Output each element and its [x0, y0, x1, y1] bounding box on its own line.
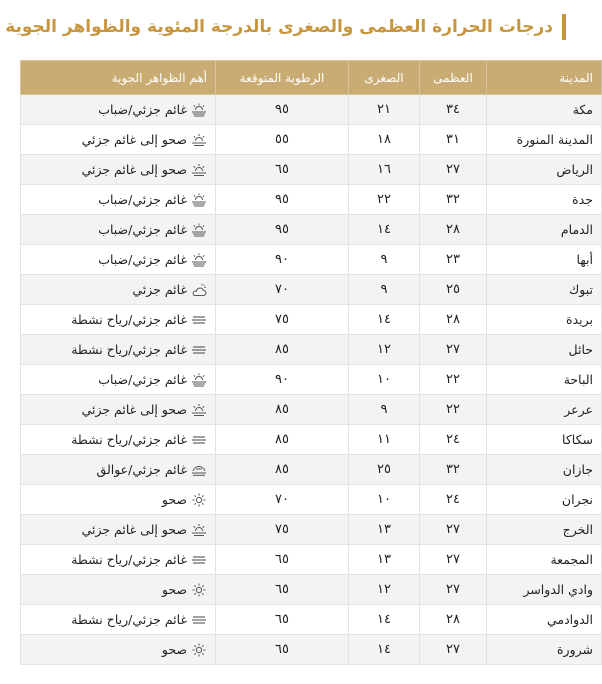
cell-city: المدينة المنورة [487, 125, 602, 155]
title-accent-bar [562, 14, 566, 40]
header-humidity: الرطوبة المتوقعة [216, 61, 349, 95]
cell-max: ٢٤ [420, 425, 487, 455]
sun-haze-icon [191, 523, 207, 537]
table-body [21, 95, 602, 665]
cell-weather [21, 245, 216, 275]
table-row [21, 335, 602, 365]
table-row [21, 455, 602, 485]
cell-max: ٣١ [420, 125, 487, 155]
cell-weather [21, 425, 216, 455]
cell-max: ٢٨ [420, 305, 487, 335]
weather-content [29, 102, 207, 117]
cell-min: ١٢ [349, 335, 420, 365]
cell-city: الباحة [487, 365, 602, 395]
cell-min: ٢٥ [349, 455, 420, 485]
sun-icon [191, 643, 207, 657]
cell-max: ٢٧ [420, 635, 487, 665]
cell-min: ١٣ [349, 545, 420, 575]
header-min: الصغرى [349, 61, 420, 95]
cell-humidity: ٦٥ [216, 545, 349, 575]
table-row [21, 125, 602, 155]
cell-humidity: ٧٥ [216, 305, 349, 335]
cell-humidity: ٨٥ [216, 335, 349, 365]
cell-min: ١٤ [349, 305, 420, 335]
cell-city: وادي الدواسر [487, 575, 602, 605]
cell-weather [21, 455, 216, 485]
cell-humidity: ٩٠ [216, 245, 349, 275]
cell-min: ٩ [349, 395, 420, 425]
wind-icon [191, 553, 207, 567]
weather-content [29, 522, 207, 537]
table-row [21, 575, 602, 605]
sun-haze-icon [191, 163, 207, 177]
fog-icon [191, 253, 207, 267]
cell-city: مكة [487, 95, 602, 125]
wind-icon [191, 613, 207, 627]
cell-min: ١٤ [349, 635, 420, 665]
weather-label: غائم جزئي/ضباب [98, 192, 187, 207]
cell-max: ٢٧ [420, 575, 487, 605]
cell-city: الرياض [487, 155, 602, 185]
cell-weather [21, 485, 216, 515]
weather-content [29, 342, 207, 357]
weather-label: غائم جزئي/رياح نشطة [71, 612, 187, 627]
dust-icon [191, 463, 207, 477]
weather-label: غائم جزئي/ضباب [98, 102, 187, 117]
cell-min: ٩ [349, 275, 420, 305]
cell-humidity: ٥٥ [216, 125, 349, 155]
cell-humidity: ٦٥ [216, 155, 349, 185]
weather-content [29, 462, 207, 477]
table-row [21, 425, 602, 455]
header-max: العظمى [420, 61, 487, 95]
cell-weather [21, 605, 216, 635]
table-row [21, 545, 602, 575]
cell-city: الدوادمي [487, 605, 602, 635]
fog-icon [191, 223, 207, 237]
cell-humidity: ٨٥ [216, 395, 349, 425]
weather-content [29, 582, 207, 597]
cell-humidity: ٦٥ [216, 635, 349, 665]
weather-content [29, 612, 207, 627]
cell-max: ٢٢ [420, 395, 487, 425]
weather-label: غائم جزئي/عوالق [96, 462, 187, 477]
cell-weather [21, 215, 216, 245]
cell-city: حائل [487, 335, 602, 365]
wind-icon [191, 433, 207, 447]
weather-label: غائم جزئي/رياح نشطة [71, 552, 187, 567]
cell-humidity: ٧٠ [216, 485, 349, 515]
weather-content [29, 192, 207, 207]
table-row [21, 215, 602, 245]
table-row [21, 155, 602, 185]
cell-humidity: ٧٥ [216, 515, 349, 545]
cell-city: تبوك [487, 275, 602, 305]
cell-min: ١٦ [349, 155, 420, 185]
sun-haze-icon [191, 403, 207, 417]
header-weather: أهم الظواهر الجوية [21, 61, 216, 95]
cell-weather [21, 125, 216, 155]
table-header-row [21, 61, 602, 95]
cell-min: ١١ [349, 425, 420, 455]
cell-weather [21, 635, 216, 665]
cell-weather [21, 575, 216, 605]
cell-weather [21, 395, 216, 425]
cell-city: المجمعة [487, 545, 602, 575]
cell-weather [21, 275, 216, 305]
weather-label: صحو [161, 582, 187, 597]
header-city: المدينة [487, 61, 602, 95]
weather-label: صحو إلى غائم جزئي [81, 402, 187, 417]
weather-label: غائم جزئي/ضباب [98, 222, 187, 237]
table-row [21, 305, 602, 335]
cell-max: ٢٢ [420, 365, 487, 395]
cell-humidity: ٩٠ [216, 365, 349, 395]
cell-weather [21, 305, 216, 335]
cell-max: ٢٨ [420, 605, 487, 635]
cell-city: سكاكا [487, 425, 602, 455]
weather-content [29, 402, 207, 417]
cell-humidity: ٦٥ [216, 605, 349, 635]
cell-max: ٢٧ [420, 155, 487, 185]
fog-icon [191, 373, 207, 387]
cell-max: ٢٨ [420, 215, 487, 245]
weather-label: غائم جزئي/رياح نشطة [71, 312, 187, 327]
cell-humidity: ٦٥ [216, 575, 349, 605]
weather-content [29, 252, 207, 267]
cell-min: ٢١ [349, 95, 420, 125]
weather-label: غائم جزئي/ضباب [98, 252, 187, 267]
cell-max: ٢٣ [420, 245, 487, 275]
cell-city: عرعر [487, 395, 602, 425]
cell-max: ٣٢ [420, 455, 487, 485]
weather-content [29, 162, 207, 177]
weather-content [29, 552, 207, 567]
cell-city: بريدة [487, 305, 602, 335]
cell-max: ٢٥ [420, 275, 487, 305]
table-row [21, 485, 602, 515]
cell-humidity: ٨٥ [216, 455, 349, 485]
weather-label: صحو إلى غائم جزئي [81, 522, 187, 537]
cell-city: جازان [487, 455, 602, 485]
title-area [5, 10, 566, 44]
cell-min: ١٨ [349, 125, 420, 155]
cell-max: ٢٧ [420, 335, 487, 365]
cell-weather [21, 155, 216, 185]
weather-label: صحو إلى غائم جزئي [81, 132, 187, 147]
page-title: درجات الحرارة العظمى والصغرى بالدرجة المئوية والظواهر الجوية [5, 17, 553, 37]
cell-weather [21, 335, 216, 365]
cell-max: ٣٤ [420, 95, 487, 125]
weather-content [29, 642, 207, 657]
weather-label: صحو [161, 642, 187, 657]
cell-humidity: ٨٥ [216, 425, 349, 455]
table-row [21, 95, 602, 125]
fog-icon [191, 103, 207, 117]
cell-city: شرورة [487, 635, 602, 665]
table-row [21, 635, 602, 665]
weather-content [29, 312, 207, 327]
cell-min: ١٣ [349, 515, 420, 545]
weather-table [20, 60, 602, 665]
table-row [21, 605, 602, 635]
cell-weather [21, 365, 216, 395]
cell-humidity: ٩٥ [216, 185, 349, 215]
cell-humidity: ٩٥ [216, 215, 349, 245]
cell-min: ١٠ [349, 365, 420, 395]
cell-city: أبها [487, 245, 602, 275]
weather-label: غائم جزئي [132, 282, 187, 297]
cell-city: جدة [487, 185, 602, 215]
cell-city: نجران [487, 485, 602, 515]
sun-icon [191, 583, 207, 597]
table-row [21, 275, 602, 305]
cell-weather [21, 95, 216, 125]
weather-content [29, 222, 207, 237]
table-row [21, 365, 602, 395]
cell-min: ١٤ [349, 215, 420, 245]
cell-city: الخرج [487, 515, 602, 545]
weather-label: غائم جزئي/رياح نشطة [71, 432, 187, 447]
cell-min: ١٢ [349, 575, 420, 605]
partly-cloudy-icon [191, 283, 207, 297]
wind-icon [191, 313, 207, 327]
cell-min: ١٠ [349, 485, 420, 515]
weather-label: غائم جزئي/ضباب [98, 372, 187, 387]
cell-weather [21, 515, 216, 545]
table-row [21, 245, 602, 275]
cell-weather [21, 545, 216, 575]
weather-content [29, 432, 207, 447]
cell-humidity: ٩٥ [216, 95, 349, 125]
cell-humidity: ٧٠ [216, 275, 349, 305]
weather-content [29, 372, 207, 387]
table-row [21, 515, 602, 545]
cell-city: الدمام [487, 215, 602, 245]
weather-label: صحو إلى غائم جزئي [81, 162, 187, 177]
weather-label: صحو [161, 492, 187, 507]
weather-label: غائم جزئي/رياح نشطة [71, 342, 187, 357]
cell-max: ٣٢ [420, 185, 487, 215]
cell-max: ٢٤ [420, 485, 487, 515]
cell-max: ٢٧ [420, 515, 487, 545]
cell-max: ٢٧ [420, 545, 487, 575]
table-row [21, 185, 602, 215]
cell-min: ٢٢ [349, 185, 420, 215]
table-row [21, 395, 602, 425]
weather-content [29, 132, 207, 147]
weather-content [29, 492, 207, 507]
cell-min: ١٤ [349, 605, 420, 635]
fog-icon [191, 193, 207, 207]
weather-content [29, 282, 207, 297]
wind-icon [191, 343, 207, 357]
sun-haze-icon [191, 133, 207, 147]
cell-weather [21, 185, 216, 215]
sun-icon [191, 493, 207, 507]
cell-min: ٩ [349, 245, 420, 275]
